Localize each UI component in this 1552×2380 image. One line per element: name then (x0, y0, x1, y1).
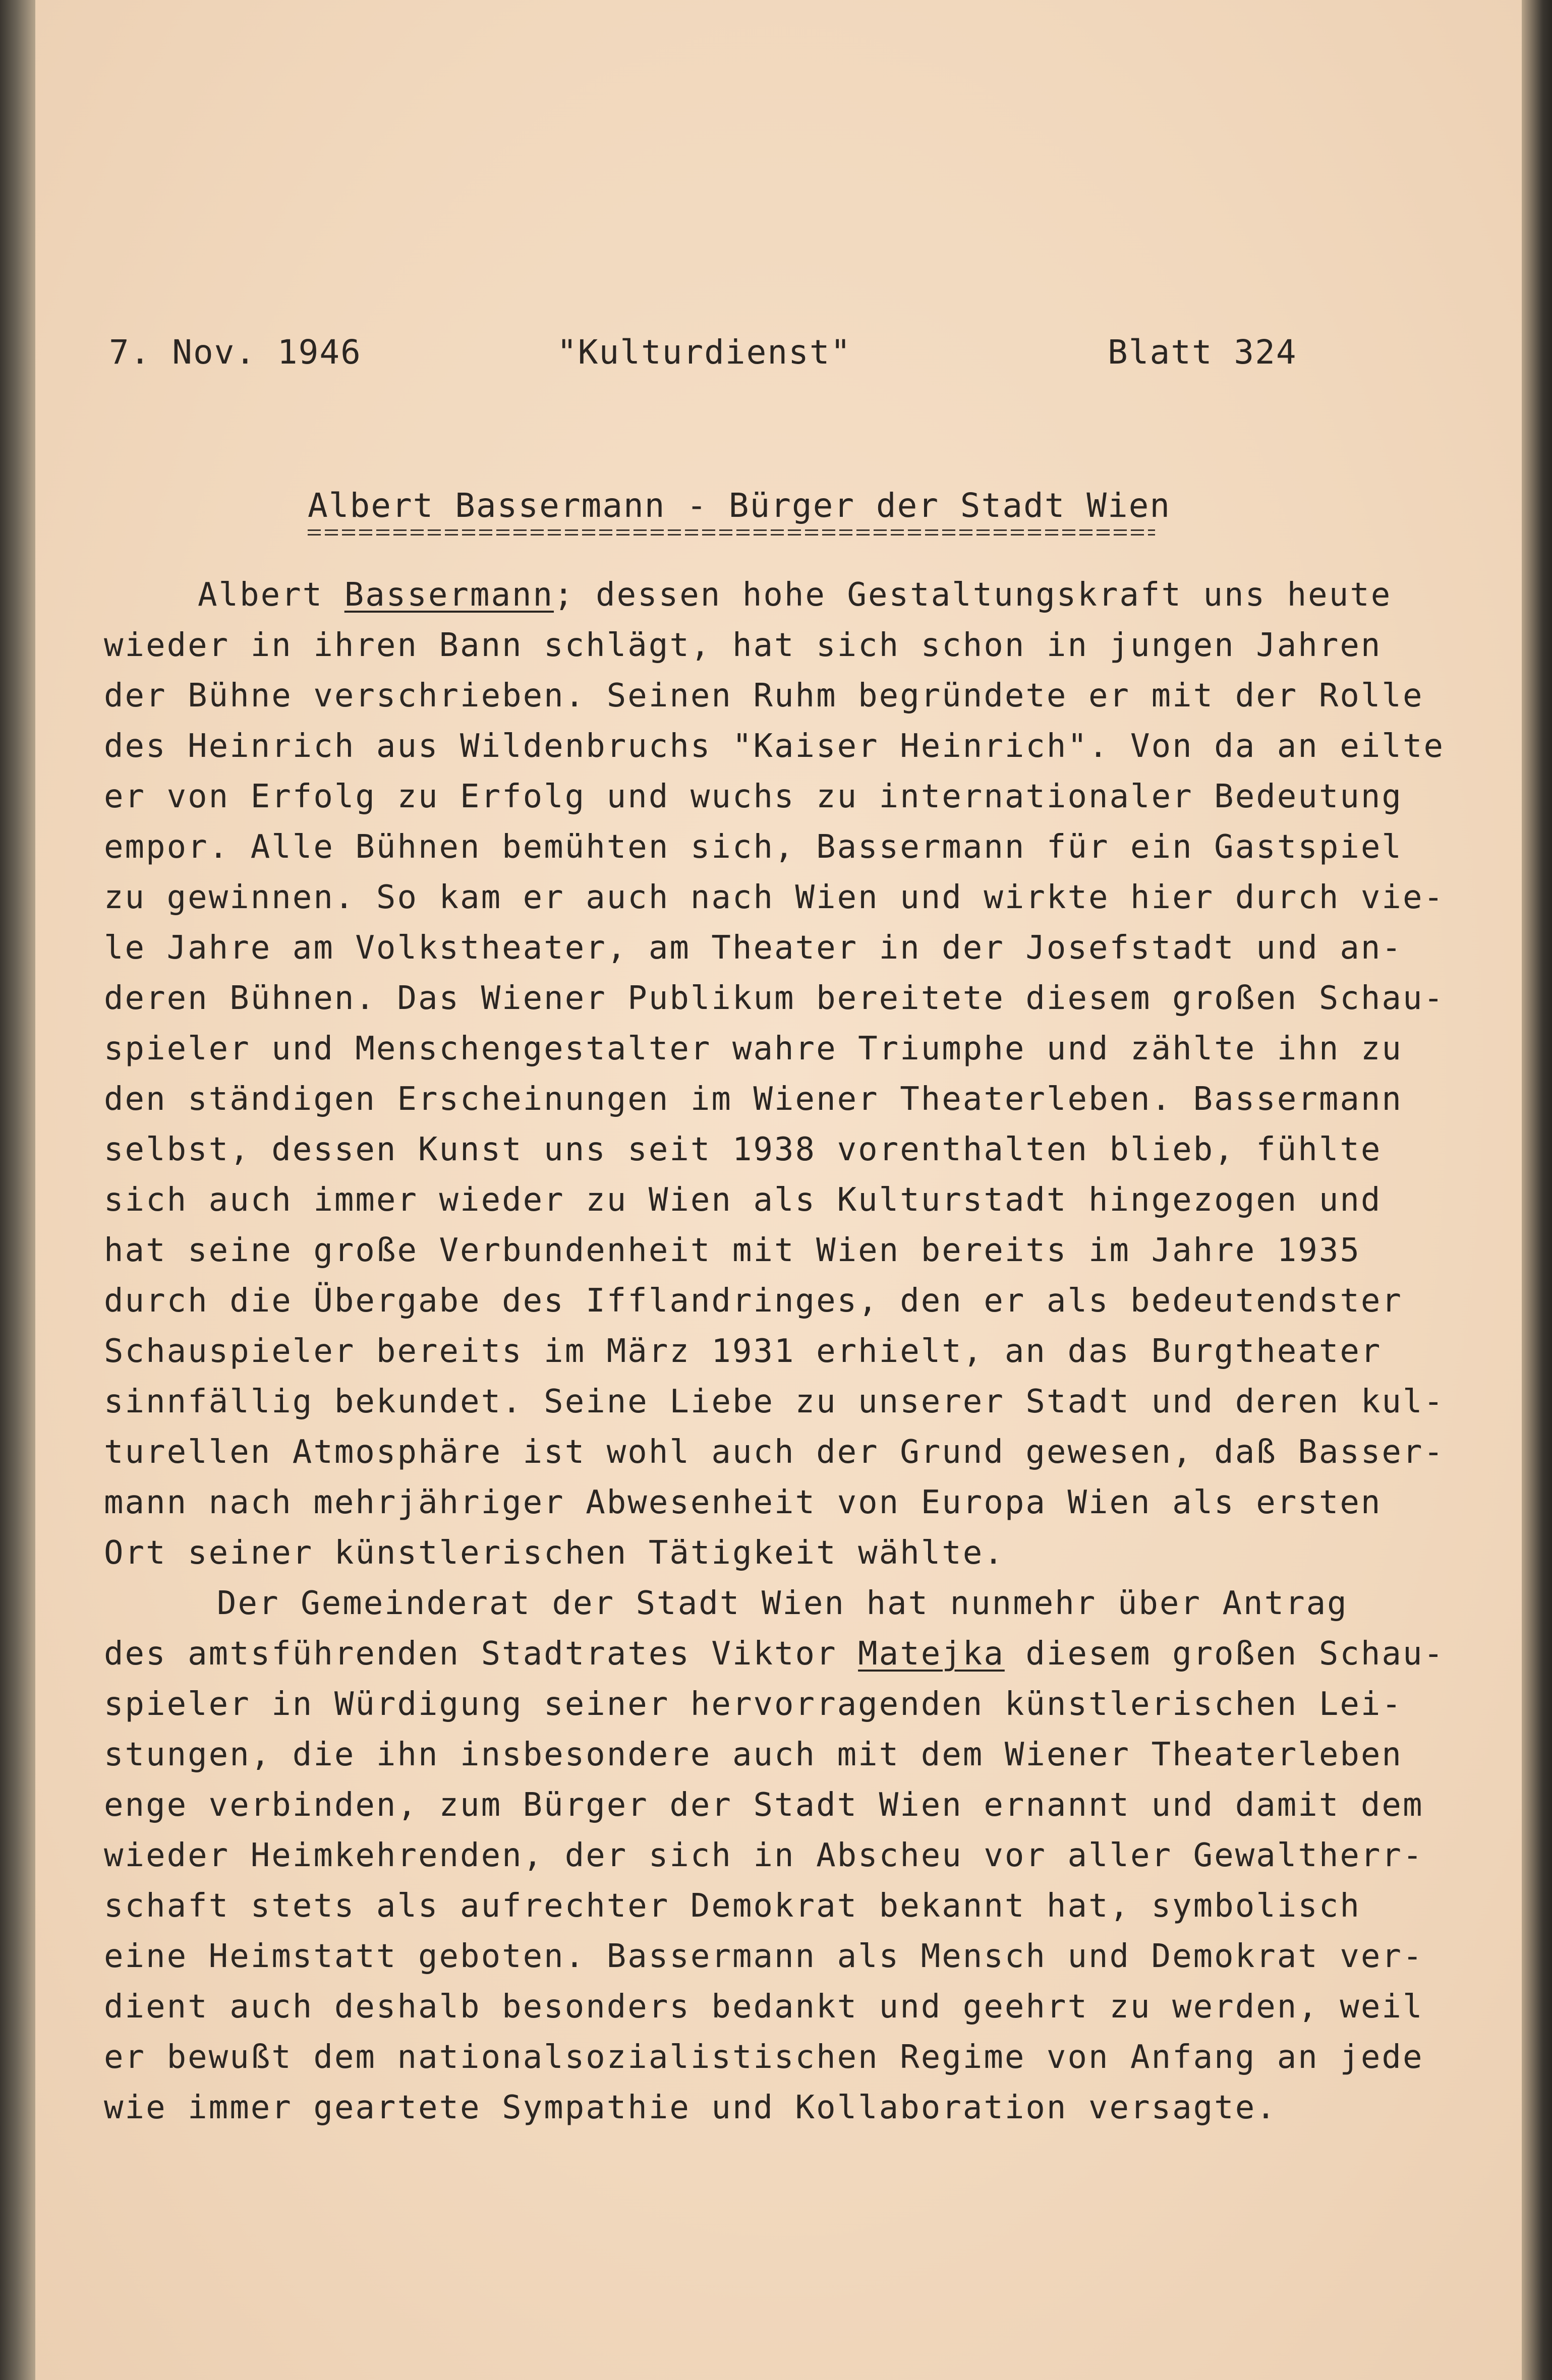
paragraph1-line-5: er von Erfolg zu Erfolg und wuchs zu internationaler Bedeutung (104, 778, 1403, 815)
paragraph1-line-15: durch die Übergabe des Ifflandringes, den er als bedeutendster (104, 1282, 1403, 1320)
paragraph2-name: Matejka (858, 1635, 1005, 1673)
paragraph1-line-17: sinnfällig bekundet. Seine Liebe zu unserer Stadt und deren kul- (104, 1383, 1445, 1420)
paragraph1-line-16: Schauspieler bereits im März 1931 erhielt, an das Burgtheater (104, 1333, 1382, 1370)
paragraph1-line-11: den ständigen Erscheinungen im Wiener Theaterleben. Bassermann (104, 1081, 1403, 1118)
article-title: Albert Bassermann - Bürger der Stadt Wien (308, 486, 1171, 525)
paragraph2-line-2 (104, 1629, 1445, 1679)
paragraph1-line-14: hat seine große Verbundenheit mit Wien bereits im Jahre 1935 (104, 1232, 1361, 1269)
header-sheet-number: Blatt 324 (1108, 333, 1297, 372)
paragraph1-line-18: turellen Atmosphäre ist wohl auch der Grund gewesen, daß Basser- (104, 1434, 1445, 1471)
paragraph1-line-9: deren Bühnen. Das Wiener Publikum bereitete diesem großen Schau- (104, 980, 1445, 1017)
paragraph2-line-4: stungen, die ihn insbesondere auch mit dem Wiener Theaterleben (104, 1736, 1403, 1773)
header-publication: "Kulturdienst" (557, 333, 852, 372)
paragraph2-line-2-a: des amtsführenden Stadtrates Viktor (104, 1635, 837, 1673)
paragraph1-line-19: mann nach mehrjähriger Abwesenheit von Europa Wien als ersten (104, 1484, 1382, 1521)
paragraph1-line-3: der Bühne verschrieben. Seinen Ruhm begründete er mit der Rolle (104, 677, 1424, 715)
lead-name: Bassermann (344, 576, 554, 614)
paragraph2-line-1: Der Gemeinderat der Stadt Wien hat nunmehr über Antrag (217, 1585, 1348, 1622)
page-content (101, 0, 1453, 2380)
lead-word: Albert (198, 576, 324, 614)
paragraph2-line-7: schaft stets als aufrechter Demokrat bekannt hat, symbolisch (104, 1887, 1361, 1925)
paragraph1-line-20: Ort seiner künstlerischen Tätigkeit wählte. (104, 1534, 1005, 1572)
paragraph2-line-9: dient auch deshalb besonders bedankt und geehrt zu werden, weil (104, 1988, 1424, 2026)
paragraph1-line-1 (198, 570, 1392, 620)
paragraph2-line-3: spieler in Würdigung seiner hervorragenden künstlerischen Lei- (104, 1686, 1403, 1723)
header-date: 7. Nov. 1946 (109, 333, 362, 372)
paragraph1-line-7: zu gewinnen. So kam er auch nach Wien und wirkte hier durch vie- (104, 879, 1445, 916)
paragraph1-line-8: le Jahre am Volkstheater, am Theater in der Josefstadt und an- (104, 929, 1403, 967)
paragraph1-line-10: spieler und Menschengestalter wahre Triumphe und zählte ihn zu (104, 1030, 1403, 1067)
right-page-edge (1522, 0, 1552, 2380)
binding-edge (0, 0, 40, 2380)
page-header (101, 333, 1321, 373)
paragraph2-line-10: er bewußt dem nationalsozialistischen Regime von Anfang an jede (104, 2039, 1424, 2076)
paragraph2-line-8: eine Heimstatt geboten. Bassermann als Mensch und Demokrat ver- (104, 1938, 1424, 1975)
paragraph1-line-12: selbst, dessen Kunst uns seit 1938 vorenthalten blieb, fühlte (104, 1131, 1382, 1168)
paragraph1-line-13: sich auch immer wieder zu Wien als Kulturstadt hingezogen und (104, 1181, 1382, 1219)
title-double-underline (308, 528, 1155, 537)
paragraph2-line-5: enge verbinden, zum Bürger der Stadt Wien ernannt und damit dem (104, 1787, 1424, 1824)
paragraph1-line-6: empor. Alle Bühnen bemühten sich, Bassermann für ein Gastspiel (104, 828, 1403, 866)
paragraph2-line-2-b: diesem großen Schau- (1025, 1635, 1445, 1673)
paragraph2-line-6: wieder Heimkehrenden, der sich in Abscheu vor aller Gewaltherr- (104, 1837, 1424, 1874)
document-page (35, 0, 1528, 2380)
paragraph2-line-11: wie immer geartete Sympathie und Kollaboration versagte. (104, 2089, 1277, 2126)
paragraph1-line-1-rest: dessen hohe Gestaltungskraft uns heute (596, 576, 1392, 614)
paragraph1-line-2: wieder in ihren Bann schlägt, hat sich schon in jungen Jahren (104, 627, 1382, 664)
paragraph1-line-4: des Heinrich aus Wildenbruchs "Kaiser Heinrich". Von da an eilte (104, 728, 1445, 765)
lead-punct: ; (554, 576, 575, 614)
